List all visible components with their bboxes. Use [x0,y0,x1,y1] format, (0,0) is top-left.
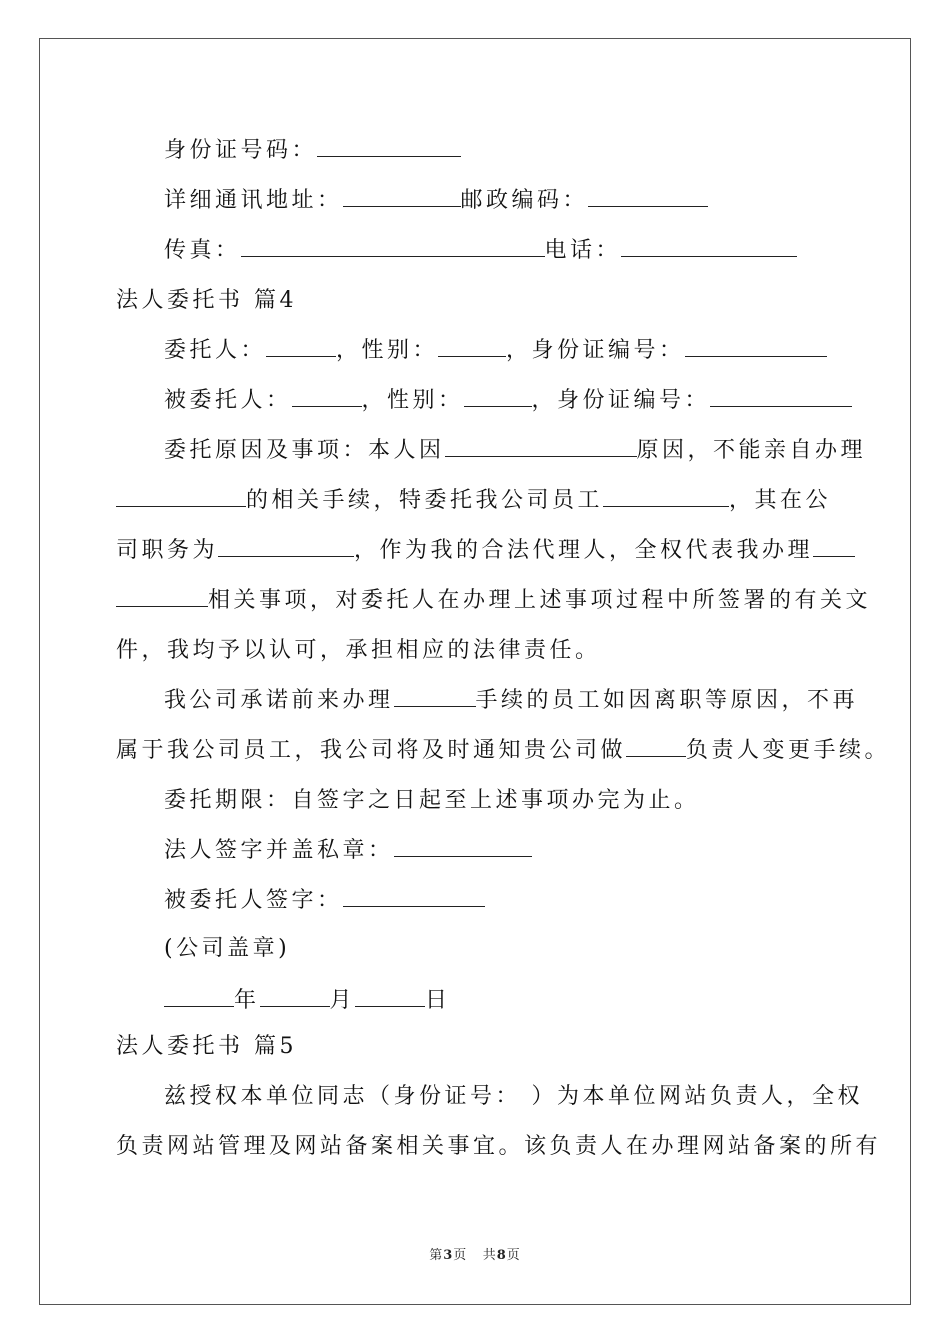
reason-text-b: 原因，不能亲自办理 [636,438,867,463]
agent-sign-blank [343,886,485,907]
change-blank [626,736,686,757]
id-number-blank [317,136,461,157]
agent-gender-blank [464,386,532,407]
auth-line-1: 兹授权本单位同志（身份证号： ）为本单位网站负责人，全权 [164,1084,863,1109]
date-line [164,986,451,1016]
handle-blank-a [813,536,855,557]
agent-sign-line [164,886,485,916]
month-label: 月 [329,988,356,1013]
principal-blank [266,336,336,357]
postcode-blank [588,186,708,207]
promise-text-c: 属于我公司员工，我公司将及时通知贵公司做 [116,738,627,763]
reason-line-4 [116,586,871,616]
year-blank [164,986,234,1007]
id-number-label: 身份证号码： [164,138,318,163]
company-seal: (公司盖章) [164,936,291,961]
section-heading-5: 法人委托书 篇5 [116,1034,297,1059]
reason-text-c: 的相关手续，特委托我公司员工 [246,488,604,513]
address-line [164,186,708,216]
agent-sign-label: 被委托人签字： [164,888,343,913]
promise-text-d: 负责人变更手续。 [686,738,891,763]
reason-line-5: 件，我均予以认可，承担相应的法律责任。 [116,638,601,663]
reason-text-a: 委托原因及事项：本人因 [164,438,445,463]
reason-text-g: 相关事项，对委托人在办理上述事项过程中所签署的有关文 [208,588,872,613]
agent-blank [292,386,362,407]
phone-blank [621,236,797,257]
fax-line [164,236,797,266]
section-heading-4: 法人委托书 篇4 [116,288,297,313]
page-border [39,38,911,1305]
gender-label: ，性别： [336,338,439,363]
legal-sign-label: 法人签字并盖私章： [164,838,394,863]
year-label: 年 [234,988,260,1013]
promise-line-1 [164,686,858,716]
matter-blank [116,486,246,507]
total-page-number: 8 [496,1248,507,1263]
id-no-label: ，身份证编号： [506,338,685,363]
term-line: 委托期限：自签字之日起至上述事项办完为止。 [164,788,700,813]
reason-line-3 [116,536,855,566]
day-label: 日 [425,988,451,1013]
agent-label: 被委托人： [164,388,292,413]
agent-id-no-label: ，身份证编号： [531,388,711,413]
footer-mid: 页 共 [453,1248,497,1263]
legal-sign-blank [394,836,532,857]
fax-blank [241,236,545,257]
id-no-blank [685,336,827,357]
reason-line-1 [164,436,866,466]
month-blank [260,986,330,1007]
promise-line-2 [116,736,890,766]
agent-id-no-blank [710,386,852,407]
promise-text-a: 我公司承诺前来办理 [164,688,394,713]
gender-blank [438,336,506,357]
legal-sign-line [164,836,532,866]
handle-blank-b [116,586,208,607]
day-blank [355,986,425,1007]
reason-text-f: ，作为我的合法代理人，全权代表我办理 [354,538,814,563]
promise-text-b: 手续的员工如因离职等原因，不再 [475,688,859,713]
reason-text-e: 司职务为 [116,538,219,563]
footer-prefix: 第 [429,1248,444,1263]
reason-blank [445,436,637,457]
reason-line-2 [116,486,831,516]
procedure-blank [394,686,476,707]
employee-blank [603,486,729,507]
address-label: 详细通讯地址： [164,188,343,213]
agent-gender-label: ，性别： [361,388,464,413]
auth-line-2: 负责网站管理及网站备案相关事宜。该负责人在办理网站备案的所有 [116,1134,882,1159]
principal-line [164,336,827,366]
principal-label: 委托人： [164,338,267,363]
position-blank [218,536,354,557]
fax-label: 传真： [164,238,241,263]
address-blank [343,186,461,207]
page-footer [0,1244,950,1263]
id-number-line [164,136,461,166]
footer-suffix: 页 [506,1248,521,1263]
current-page-number: 3 [443,1248,454,1263]
postcode-label: 邮政编码： [460,188,589,213]
phone-label: 电话： [544,238,622,263]
agent-line [164,386,852,416]
reason-text-d: ，其在公 [729,488,832,513]
